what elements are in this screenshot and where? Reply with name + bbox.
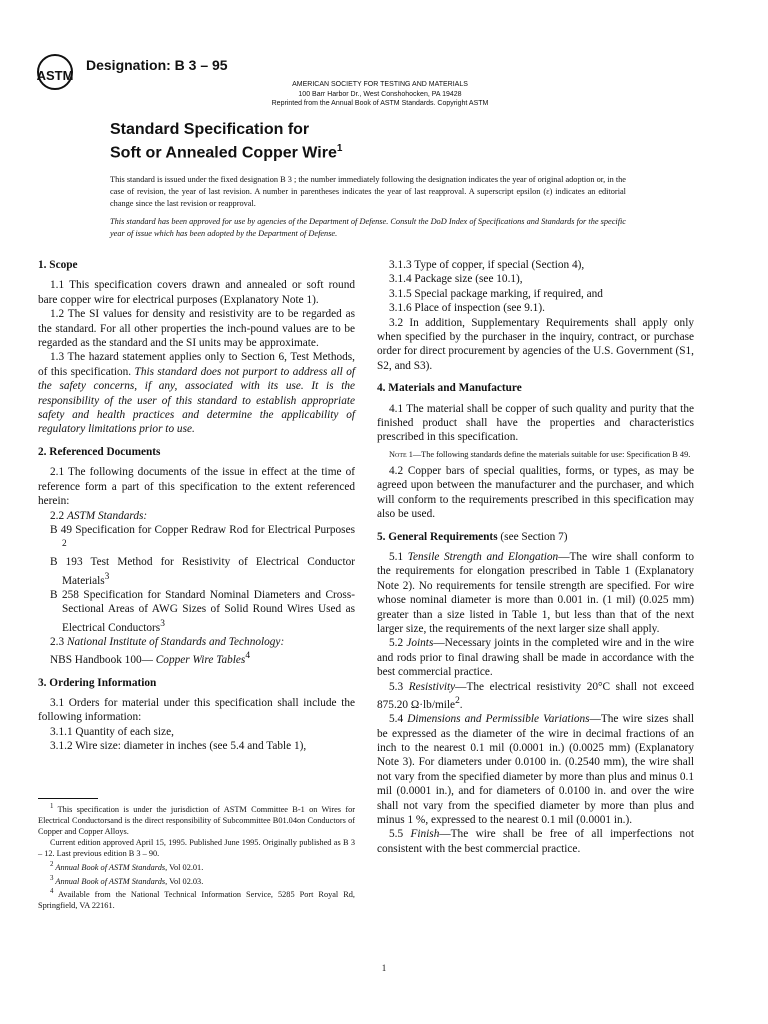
section-heading-general: 5. General Requirements (see Section 7): [377, 530, 568, 543]
paragraph-2-1: 2.1 The following documents of the issue in effect at the time of reference form a part of this specification to the extent referenced herein:: [38, 466, 355, 508]
paragraph-3-2: 3.2 In addition, Supplementary Requirements shall apply only when specified by the purchaser in the inquiry, contract, or purchase order for direct procurement by agencies of the U.S. Government (S1, S2, and S3).: [377, 316, 694, 372]
footnote-2: $^2$ Annual Book of ASTM Standards, Vol 02.01.: [50, 860, 204, 872]
designation: Designation: B 3 – 95: [86, 57, 228, 73]
section-heading-scope: 1. Scope: [38, 259, 78, 271]
publisher-line: AMERICAN SOCIETY FOR TESTING AND MATERIALS: [292, 81, 468, 88]
paragraph-1-2: 1.2 The SI values for density and resistivity are to be regarded as the standard. For all other properties the inch-pound values are to be regarded as the standard and the SI units may be approximate.: [38, 308, 355, 350]
footnote-1-edition: Current edition approved April 15, 1995. Published June 1995. Originally published as B 3 – 12. Last previous edition B 3 – 90.: [38, 837, 355, 858]
title-line-2: Soft or Annealed Copper Wire$^1$: [110, 143, 343, 162]
paragraph-5-4: 5.4 Dimensions and Permissible Variations—The wire sizes shall be expressed as the diameter of the wire in decimal fractions of an inch to the nearest 0.1 mil (0.0001 in.) (0.0025 mm) (Explanatory Note 3). For diameters under 0.0100 in. (0.2540 mm), the wire shall not vary from the specified diameter by more than plus and minus 0.1 mil (0.0001 in.), and for diameters of 0.0100 in. and over the wire shall not vary from the specified diameter by more than plus and minus 1 %, expressed to the nearest 0.1 mil (0.0001 in.).: [377, 713, 694, 826]
reference-nbs: NBS Handbook 100— Copper Wire Tables$^4$: [50, 651, 251, 667]
paragraph-1-3: 1.3 The hazard statement applies only to Section 6, Test Methods, of this specification. This standard does not purport to address all of the safety concerns, if any, associated with its use. It is the responsibility of the user of this standard to establish appropriate safety and health practices and determine the applicability of regulatory limitations prior to use.: [38, 351, 355, 436]
publisher-line: 100 Barr Harbor Dr., West Conshohocken, PA 19428: [298, 90, 462, 98]
reference-b193: B 193 Test Method for Resistivity of Electrical Conductor Materials$^3$: [50, 556, 355, 587]
section-heading-materials: 4. Materials and Manufacture: [377, 382, 522, 395]
item-3-1-4: 3.1.4 Package size (see 10.1),: [389, 273, 523, 286]
item-3-1-1: 3.1.1 Quantity of each size,: [50, 725, 174, 738]
paragraph-4-2: 4.2 Copper bars of special qualities, forms, or types, as may be agreed upon between the manufacturer and the purchaser, and which will conform to the requirements prescribed in this specification may also be used.: [377, 464, 694, 521]
paragraph-5-2: 5.2 Joints—Necessary joints in the completed wire and in the wire and rods prior to final drawing shall be made in accordance with the best commercial practice.: [377, 637, 694, 679]
page-number: 1: [381, 963, 387, 973]
item-3-1-5: 3.1.5 Special package marking, if required, and: [389, 287, 603, 300]
paragraph-4-1: 4.1 The material shall be copper of such quality and purity that the finished product shall have the properties and characteristics prescribed in this specification.: [377, 402, 694, 444]
paragraph-5-1: 5.1 Tensile Strength and Elongation—The wire shall conform to the requirements for elongation prescribed in Table 1 (Explanatory Note 2). No requirements for tensile strength are specified. For wire whose nominal diameter is more than 0.001 in. (1 mil) (0.025 mm) greater than a size listed in Table 1, but less than that of the next larger size, the requirements of the next larger size shall apply.: [377, 550, 695, 635]
footnote-4: $^4$ Available from the National Technical Information Service, 5285 Port Royal Rd, Springfield, VA 22161.: [38, 888, 355, 911]
dod-statement: This standard has been approved for use by agencies of the Department of Defense. Consult the DoD Index of Specifications and Standards for the specific year of issue which has been adopted by the Department of Defense.: [110, 217, 626, 238]
paragraph-3-1: 3.1 Orders for material under this specification shall include the following information:: [38, 697, 355, 724]
item-3-1-6: 3.1.6 Place of inspection (see 9.1).: [389, 302, 545, 315]
title-footnote-ref: 1: [336, 143, 343, 154]
item-3-1-2: 3.1.2 Wire size: diameter in inches (see 5.4 and Table 1),: [50, 740, 307, 753]
footnote-1: $^1$ This specification is under the jurisdiction of ASTM Committee B-1 on Wires for Electrical Conductorsand is the direct responsibility of Subcommittee B01.04on Conductors of Copper and Copper Alloys.: [38, 803, 355, 836]
section-heading-referenced: 2. Referenced Documents: [38, 445, 161, 458]
astm-logo-text: ASTM: [36, 68, 74, 83]
publisher-line: Reprinted from the Annual Book of ASTM Standards. Copyright ASTM: [271, 100, 489, 107]
right-column: [377, 258, 694, 856]
item-3-1-3: 3.1.3 Type of copper, if special (Section 4),: [389, 259, 585, 271]
issuance-statement: This standard is issued under the fixed designation B 3 ; the number immediately following the designation indicates the year of original adoption or, in the case of revision, the year of last revision. A number in parentheses indicates the year of last reapproval. A superscript epsilon (ε) indicates an editorial change since the last revision or reapproval.: [110, 175, 626, 208]
paragraph-5-5: 5.5 Finish—The wire shall be free of all imperfections not consistent with the best commercial practice.: [377, 828, 694, 855]
paragraph-2-2: 2.2 ASTM Standards:: [50, 509, 148, 522]
title-line-1: Standard Specification for: [110, 121, 310, 138]
reference-b49: B 49 Specification for Copper Redraw Rod for Electrical Purposes $^2$: [50, 523, 355, 550]
paragraph-2-3: 2.3 National Institute of Standards and Technology:: [50, 636, 285, 649]
section-heading-ordering: 3. Ordering Information: [38, 676, 157, 689]
intro-block: [110, 174, 626, 246]
footnote-rule: [38, 798, 98, 799]
paragraph-5-3: 5.3 Resistivity—The electrical resistivity 20°C shall not exceed 875.20 Ω·lb/mile$^2$.: [377, 680, 694, 711]
footnotes: [38, 801, 355, 911]
left-column: [38, 258, 355, 754]
reference-b258: B 258 Specification for Standard Nominal Diameters and Cross-Sectional Areas of AWG Sizes of Solid Round Wires Used as Electrical Conductors$^3$: [50, 589, 355, 634]
publisher-info: [180, 80, 580, 109]
note-1: Note 1—The following standards define the materials suitable for use: Specification B 49.: [389, 449, 691, 459]
paragraph-1-1: 1.1 This specification covers drawn and annealed or soft round bare copper wire for electrical purposes (Explanatory Note 1).: [38, 279, 355, 306]
astm-logo: [36, 46, 74, 98]
footnote-3: $^3$ Annual Book of ASTM Standards, Vol 02.03.: [50, 874, 204, 886]
document-title: [110, 120, 342, 162]
